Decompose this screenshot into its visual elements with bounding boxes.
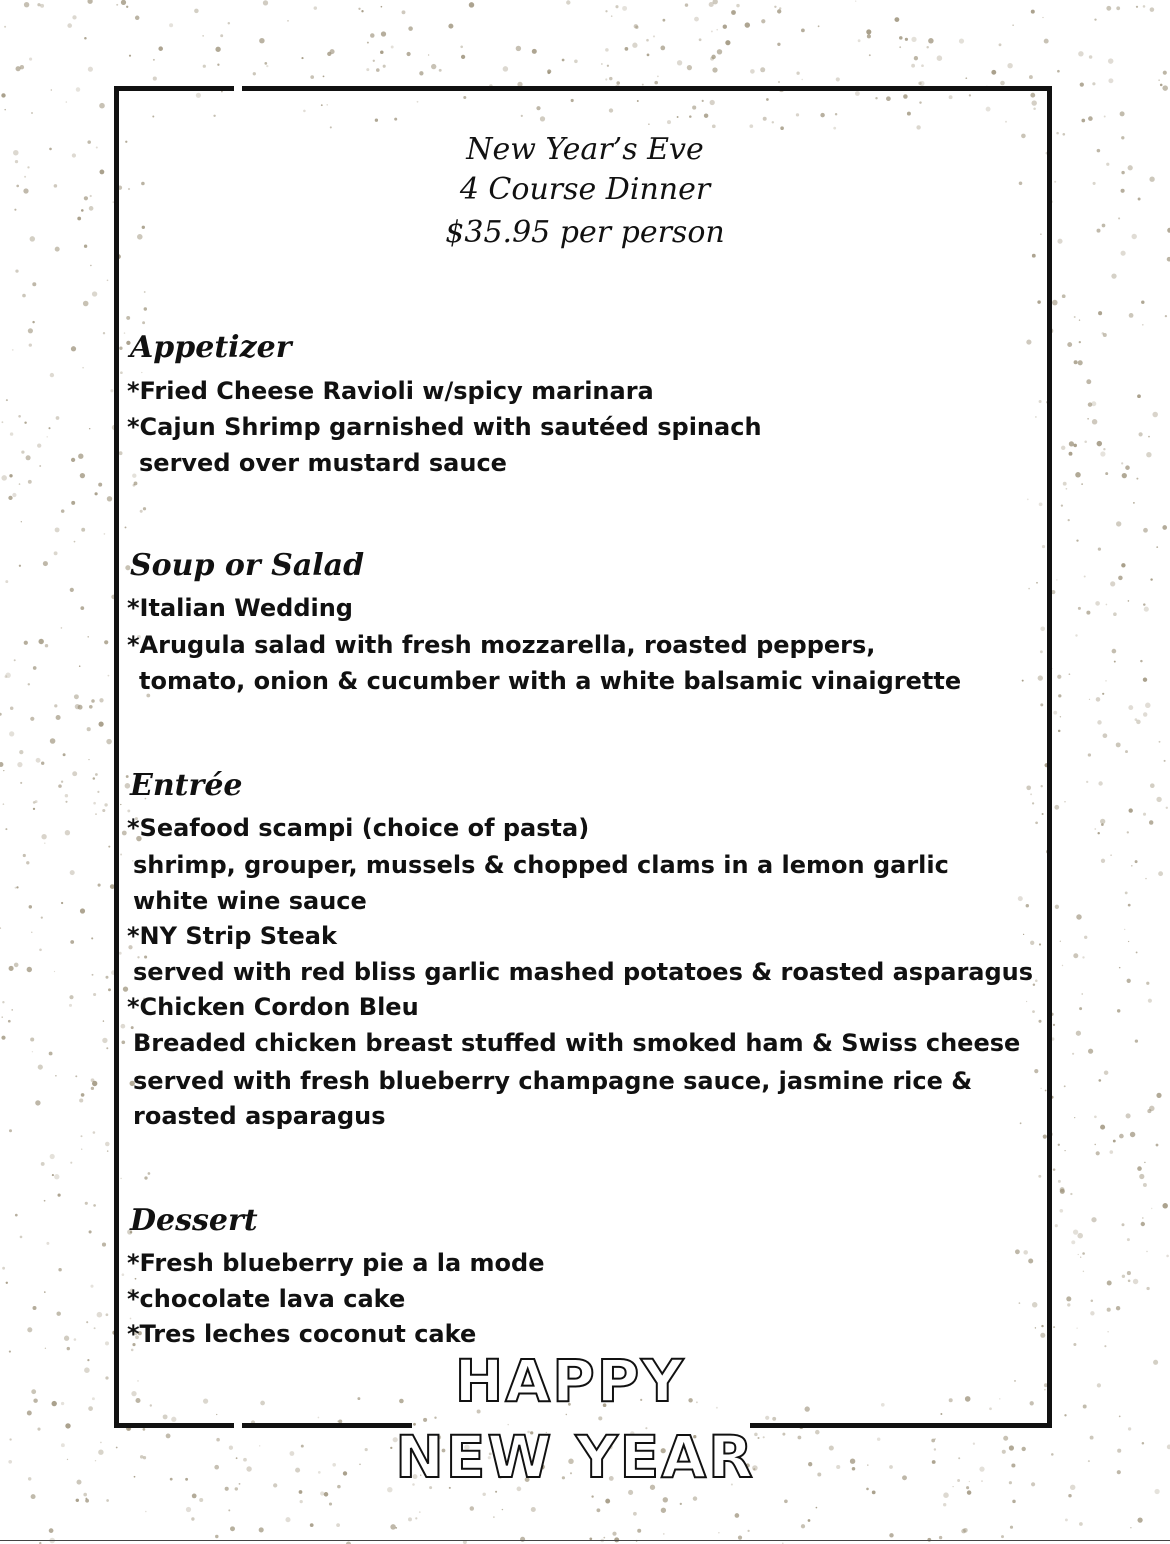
dessert-line-1: *Fresh blueberry pie a la mode: [127, 1249, 545, 1277]
appetizer-line-2: *Cajun Shrimp garnished with sautéed spinach: [127, 413, 762, 441]
entree-line-7: Breaded chicken breast stuffed with smoked ham & Swiss cheese: [133, 1029, 1021, 1057]
entree-line-9: roasted asparagus: [133, 1102, 386, 1130]
entree-line-6: *Chicken Cordon Bleu: [127, 993, 419, 1021]
entree-line-1: *Seafood scampi (choice of pasta): [127, 814, 590, 842]
soup-salad-line-1: *Italian Wedding: [127, 594, 353, 622]
entree-line-5: served with red bliss garlic mashed potatoes & roasted asparagus: [133, 958, 1034, 986]
entree-line-4: *NY Strip Steak: [127, 922, 337, 950]
menu-title-line1: New Year’s Eve: [466, 132, 704, 167]
page-bottom-rule: [0, 1540, 1170, 1541]
dessert-line-3: *Tres leches coconut cake: [127, 1320, 477, 1348]
happy-banner-line2: NEW YEAR: [395, 1423, 755, 1491]
heading-appetizer: Appetizer: [130, 330, 292, 365]
heading-dessert: Dessert: [130, 1203, 258, 1238]
appetizer-line-3: served over mustard sauce: [139, 449, 507, 477]
soup-salad-line-3: tomato, onion & cucumber with a white balsamic vinaigrette: [139, 667, 962, 695]
appetizer-line-1: *Fried Cheese Ravioli w/spicy marinara: [127, 377, 654, 405]
heading-entree: Entrée: [130, 768, 243, 803]
happy-banner-line1: HAPPY: [454, 1347, 686, 1415]
menu-title-line2: 4 Course Dinner: [459, 172, 711, 207]
entree-line-2: shrimp, grouper, mussels & chopped clams in a lemon garlic: [133, 851, 949, 879]
heading-soup-salad: Soup or Salad: [130, 548, 365, 583]
soup-salad-line-2: *Arugula salad with fresh mozzarella, roasted peppers,: [127, 631, 876, 659]
entree-line-3: white wine sauce: [133, 887, 367, 915]
dessert-line-2: *chocolate lava cake: [127, 1285, 406, 1313]
menu-price: $35.95 per person: [445, 215, 725, 250]
entree-line-8: served with fresh blueberry champagne sauce, jasmine rice &: [133, 1067, 973, 1095]
